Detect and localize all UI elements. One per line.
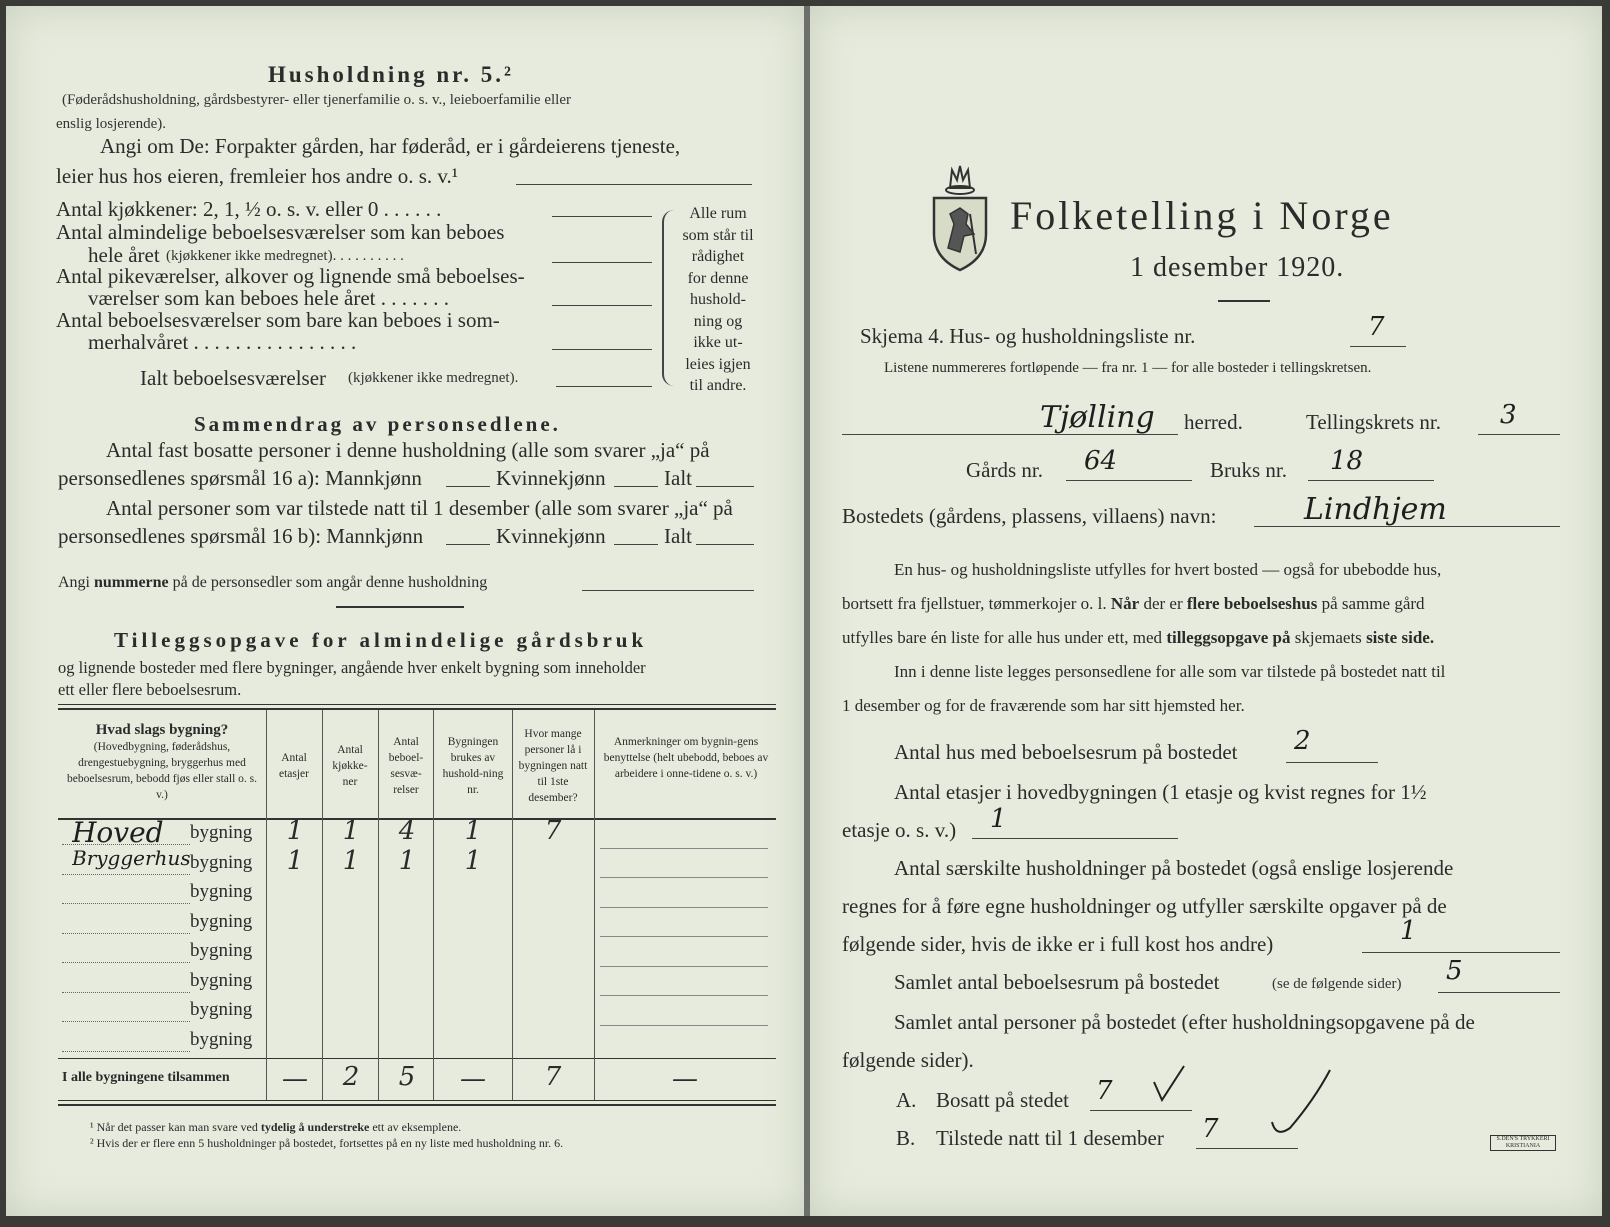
table-row-building-name: Hoved [72,816,164,849]
herred-value: Tjølling [1040,400,1155,435]
header-building-type-bold: Hvad slags bygning? [95,722,229,738]
rooms-ordinary-line1: Antal almindelige beboelsesværelser som kan beboes [56,220,505,244]
gards-field[interactable] [1066,480,1192,481]
tellingskrets-label: Tellingskrets nr. [1306,410,1442,434]
rooms-kitchens-field[interactable] [552,216,652,217]
instruction-3d: siste side. [1366,628,1435,647]
saerskilte-line1: Antal særskilte husholdninger på bostedet (også enslige losjerende [894,856,1454,880]
summary-1-kvinne-label: Kvinnekjønn [496,466,606,490]
table-row-bygning-label: bygning [190,969,253,991]
table-total-rule [58,1058,776,1059]
rooms-maid-line2: værelser som kan beboes hele året . . . . . . . [88,286,449,310]
etasjer-line1: Antal etasjer i hovedbygningen (1 etasje og kvist regnes for 1½ [894,780,1427,804]
gards-label: Gårds nr. [966,458,1043,482]
household-title: Husholdning nr. 5.² [268,62,514,87]
table-row-anm-line [600,907,768,908]
angi-line1: Angi om De: Forpakter gården, har føderåd, er i gårdeierens tjeneste, [100,134,681,158]
skjema-label: Skjema 4. Hus- og husholdningsliste nr. [860,324,1196,348]
etasjer-value: 1 [990,804,1007,834]
table-row-name-field[interactable] [62,992,190,993]
header-kjokkener: Antal kjøkke-ner [332,744,368,788]
header-husholdning: Bygningen brukes av hushold-ning nr. [442,736,504,796]
rooms-bracket-note-line: rådighet [691,248,745,265]
rooms-bracket-note-line: for denne [687,269,749,287]
samlet-personer-line2: følgende sider). [842,1048,974,1072]
angi-nummer-bold: nummerne [94,574,169,591]
table-row-bygning-label: bygning [190,822,253,843]
table-row-building-name: Bryggerhus [72,845,191,870]
summary-2-line1: Antal personer som var tilstede natt til 1 desember (alle som svarer „ja“ på [106,496,733,520]
header-personer: Hvor mange personer lå i bygningen natt til 1ste desember? [518,728,588,804]
rooms-maid-line1: Antal pikeværelser, alkover og lignende små beboelses- [56,264,525,288]
bosted-value: Lindhjem [1304,492,1447,527]
total-label: I alle bygningene tilsammen [62,1070,230,1085]
tillegg-line1: og lignende bosteder med flere bygninger, angående hver enkelt bygning som inneholder [58,658,646,677]
tilstede-field[interactable] [1196,1148,1298,1149]
col-divider-4 [433,710,434,1100]
skjema-field[interactable] [1350,346,1406,347]
table-cell-personer: 7 [544,816,562,846]
table-row-bygning-label: bygning [190,940,253,961]
skjema-value: 7 [1368,312,1385,342]
summary-2-kvinne-label: Kvinnekjønn [496,524,606,548]
instruction-line5: 1 desember og for de fraværende som har sitt hjemsted her. [842,696,1245,715]
samlet-rum-value: 5 [1446,956,1463,986]
bosatt-label: Bosatt på stedet [936,1088,1069,1112]
angi-fill-line[interactable] [516,184,752,185]
header-etasjer: Antal etasjer [278,752,309,780]
summary-1-line1: Antal fast bosatte personer i denne husholdning (alle som svarer „ja“ på [106,438,710,462]
table-row-anm-line [600,848,768,849]
col-divider-2 [322,710,323,1100]
summary-1-line2: personsedlenes spørsmål 16 a): Mannkjønn [58,466,422,490]
instruction-2a: bortsett fra fjellstuer, tømmerkojer o. l. [842,594,1107,613]
hus-label: Antal hus med beboelsesrum på bostedet [894,740,1238,764]
herred-label: herred. [1184,410,1243,434]
rooms-bracket-note [672,203,764,397]
total-vaerelser: 5 [398,1062,416,1092]
rooms-total-label: Ialt beboelsesværelser [140,366,327,390]
printer-stamp: S.DEN'S TRYKKERI KRISTIANIA [1490,1135,1556,1151]
instruction-2c: der er [1143,594,1183,613]
instruction-3a: utfylles bare én liste for alle hus under ett, med [842,628,1163,647]
samlet-personer-line1: Samlet antal personer på bostedet (efter husholdningsopgavene på de [894,1010,1475,1034]
tellingskrets-value: 3 [1500,400,1517,430]
samlet-rum-label: Samlet antal beboelsesrum på bostedet [894,970,1220,994]
total-personer: 7 [544,1062,562,1092]
total-kjokkener: 2 [342,1062,360,1092]
listene-note: Listene nummereres fortløpende — fra nr. 1 — for alle bosteder i tellingskretsen. [884,360,1372,376]
table-cell-hush: 1 [464,816,482,846]
rooms-total-note: (kjøkkener ikke medregnet). [348,370,519,386]
table-cell-vaerelser: 4 [398,816,416,846]
header-building-type [60,722,264,803]
footnote-1-prefix: ¹ Når det passer kan man svare ved [90,1120,258,1134]
total-husholdning: — [460,1064,486,1094]
header-vaerelser: Antal beboel-sesvæ-relser [388,736,424,796]
footnote-1-suffix: ett av eksemplene. [372,1120,462,1134]
table-cell-hush: 1 [464,845,482,876]
rooms-bracket-note-line: ning og [693,312,743,330]
rooms-bracket-note-line: leies igjen [685,355,751,373]
rooms-total-field[interactable] [556,386,652,387]
samlet-rum-note: (se de følgende sider) [1272,976,1402,992]
bosatt-letter: A. [896,1088,917,1112]
instruction-line4: Inn i denne liste legges personsedlene for alle som var tilstede på bostedet natt til [894,662,1446,681]
table-top-rule [58,704,776,705]
angi-nummer-field[interactable] [582,590,754,591]
footnote-2: ² Hvis der er flere enn 5 husholdninger på bostedet, fortsettes på en ny liste med husholdning nr. 6. [90,1136,564,1150]
etasjer-line2: etasje o. s. v.) [842,818,957,842]
table-row-bygning-label: bygning [190,1028,253,1050]
footnote-1-bold: tydelig å understreke [260,1120,370,1134]
table-cell-kjokken: 1 [342,816,360,846]
saerskilte-field[interactable] [1362,952,1560,953]
section-divider [336,606,464,608]
tilstede-label: Tilstede natt til 1 desember [936,1126,1164,1150]
instruction-2d: flere beboelseshus [1186,594,1318,613]
angi-nummer-suffix: på de personsedler som angår denne husholdning [172,574,488,591]
col-divider-5 [512,710,513,1100]
table-row-name-field[interactable] [62,962,190,963]
rooms-ordinary-line2: hele året [88,243,160,267]
table-row-anm-line [600,966,768,967]
summary-1-mann-field[interactable] [446,486,490,487]
tilstede-letter: B. [896,1126,916,1150]
header-building-type-sub: (Hovedbygning, føderådshus, drengestuebygning, bryggerhus med beboelsesrum, bebodd fjøs eller stall o. s. v.) [66,741,258,801]
total-etasjer: — [282,1064,308,1094]
bosatt-value: 7 [1096,1076,1113,1106]
hus-field[interactable] [1286,762,1378,763]
summary-1-ialt-field[interactable] [696,486,754,487]
col-divider-6 [594,710,595,1100]
table-cell-kjokken: 1 [342,845,360,876]
instruction-line3 [842,628,1434,648]
instruction-2b: Når [1110,594,1140,613]
samlet-rum-field[interactable] [1438,992,1560,993]
saerskilte-line3: følgende sider, hvis de ikke er i full kost hos andre) [842,932,1274,956]
instruction-line2 [842,594,1425,614]
rooms-summer-line2: merhalvåret . . . . . . . . . . . . . . . . [88,330,357,354]
tilstede-value: 7 [1202,1114,1219,1144]
table-row-name-field[interactable] [62,874,190,875]
form-title: Folketelling i Norge [1010,193,1394,238]
gards-value: 64 [1084,446,1118,476]
table-row-name-field[interactable] [62,1051,190,1052]
check-mark-icon-2 [1266,1066,1336,1140]
table-row-name-field[interactable] [62,933,190,934]
title-divider [1218,300,1270,302]
table-cell-vaerelser: 1 [398,845,416,876]
table-row-anm-line [600,995,768,996]
table-row-name-field[interactable] [62,903,190,904]
angi-nummer-prefix: Angi [58,574,90,591]
tillegg-title: Tilleggsopgave for almindelige gårdsbruk [114,628,648,652]
hus-value: 2 [1294,726,1311,756]
rooms-ordinary-note: (kjøkkener ikke medregnet). . . . . . . . . . [166,248,404,264]
instruction-2e: på samme gård [1321,594,1425,613]
household-note-line1: (Føderådshusholdning, gårdsbestyrer- eller tjenerfamilie o. s. v., leieboerfamilie eller [62,92,571,108]
bosted-label: Bostedets (gårdens, plassens, villaens) navn: [842,504,1217,528]
rooms-bracket-note-line: som står til [682,226,754,244]
summary-title: Sammendrag av personsedlene. [194,412,561,436]
form-date: 1 desember 1920. [1130,252,1345,283]
table-cell-etasjer: 1 [286,816,304,846]
rooms-kitchens: Antal kjøkkener: 2, 1, ½ o. s. v. eller 0 . . . . . . [56,197,442,221]
summary-1-ialt-label: Ialt [664,466,692,490]
table-top-rule-2 [58,708,776,710]
instruction-3c: skjemaets [1294,628,1362,647]
table-row-anm-line [600,877,768,878]
instruction-line1: En hus- og husholdningsliste utfylles for hvert bosted — også for ubebodde hus, [894,560,1442,579]
bosatt-field[interactable] [1090,1110,1192,1111]
summary-2-kvinne-field[interactable] [614,544,658,545]
table-row-bygning-label: bygning [190,910,253,932]
household-note-line2: enslig losjerende). [56,116,166,132]
tillegg-line2: ett eller flere beboelsesrum. [58,680,242,699]
table-row-name-field[interactable] [62,1021,190,1022]
bruks-field[interactable] [1308,480,1434,481]
col-divider-3 [378,710,379,1100]
col-divider-1 [266,710,267,1100]
bruks-label: Bruks nr. [1210,458,1288,482]
rooms-ordinary-field[interactable] [552,262,652,263]
norway-coat-of-arms-icon [930,162,990,274]
rooms-summer-field[interactable] [552,349,652,350]
table-bottom-rule [58,1100,776,1101]
summary-2-mann-field[interactable] [446,544,490,545]
table-row-anm-line [600,1025,768,1026]
summary-2-line2: personsedlenes spørsmål 16 b): Mannkjønn [58,524,424,548]
angi-nummer-line [58,574,487,592]
rooms-summer-line1: Antal beboelsesværelser som bare kan beboes i som- [56,308,500,332]
check-mark-icon [1150,1062,1190,1106]
footnote-1 [90,1120,461,1135]
bruks-value: 18 [1330,446,1364,476]
rooms-bracket-note-line: til andre. [689,377,747,394]
instruction-3b: tilleggsopgave på [1166,628,1291,647]
table-row-bygning-label: bygning [190,851,253,873]
angi-line2: leier hus hos eieren, fremleier hos andre o. s. v.¹ [56,164,459,188]
etasjer-field[interactable] [972,838,1178,839]
table-cell-etasjer: 1 [286,845,304,876]
total-anmerkninger: — [672,1064,698,1094]
table-row-bygning-label: bygning [190,881,253,902]
rooms-bracket-note-line: hushold- [690,291,746,308]
table-row-anm-line [600,936,768,937]
table-bottom-rule-2 [58,1104,776,1106]
table-row-bygning-label: bygning [190,999,253,1020]
rooms-maid-field[interactable] [552,305,652,306]
saerskilte-line2: regnes for å føre egne husholdninger og utfyller særskilte opgaver på de [842,894,1447,918]
summary-1-kvinne-field[interactable] [614,486,658,487]
header-anmerkninger: Anmerkninger om bygnin-gens benyttelse (helt ubebodd, beboes av arbeidere i onne-tidene o. s. v.) [603,736,769,780]
summary-2-ialt-field[interactable] [696,544,754,545]
rooms-bracket-note-line: Alle rum [689,205,747,222]
saerskilte-value: 1 [1400,916,1417,946]
summary-2-ialt-label: Ialt [664,524,692,548]
tellingskrets-field[interactable] [1478,434,1560,435]
rooms-bracket-note-line: ikke ut- [693,334,743,351]
